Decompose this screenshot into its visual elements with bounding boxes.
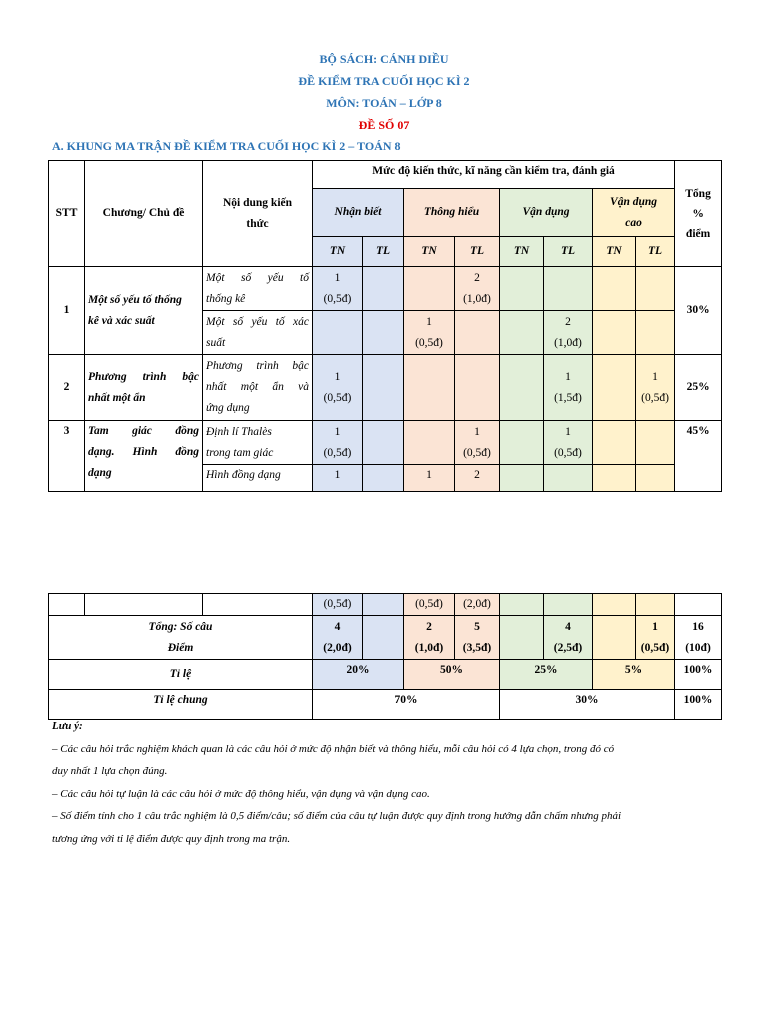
cell-nb-tn: (0,5đ)	[313, 594, 363, 616]
cell-vdc-tl	[636, 355, 675, 421]
cell-vdc-tn	[593, 594, 636, 616]
row-chapter	[85, 355, 203, 421]
table-row	[49, 421, 722, 465]
content-line: trong tam giác	[206, 446, 274, 459]
sub-tn: TN	[500, 237, 544, 267]
cell-vdc-tl	[636, 421, 675, 465]
section-title: A. KHUNG MA TRẬN ĐỀ KIỂM TRA CUỐI HỌC KÌ 2 – TOÁN 8	[52, 139, 401, 153]
header-stt: STT	[49, 161, 85, 267]
sub-tl: TL	[636, 237, 675, 267]
ratio-th: 50%	[404, 660, 500, 690]
table-row	[49, 594, 722, 616]
cell-content	[203, 594, 313, 616]
cell-points: (0,5đ)	[323, 391, 352, 404]
cell-points: (0,5đ)	[640, 641, 670, 654]
cell-points: (2,5đ)	[553, 641, 583, 654]
chapter-line: kê và xác suất	[88, 314, 155, 327]
sub-tl: TL	[455, 237, 500, 267]
cell-th-tl	[455, 311, 500, 355]
note-line: duy nhất 1 lựa chọn đúng.	[52, 765, 168, 777]
cell-nb-tn	[313, 311, 363, 355]
cell-vdc-tn	[593, 421, 636, 465]
cell-th-tn	[404, 421, 455, 465]
ratio-row	[49, 660, 722, 690]
cell-points: (0,5đ)	[323, 292, 352, 305]
cell-vdc-tl	[636, 594, 675, 616]
common-total: 100%	[675, 690, 722, 720]
cell-th-tn	[404, 311, 455, 355]
common-label: Tỉ lệ chung	[49, 690, 313, 720]
cell-nb-tl	[363, 465, 404, 492]
cell-chapter	[85, 594, 203, 616]
cell-vd-tn	[500, 594, 544, 616]
cell-count: 4	[565, 620, 571, 633]
cell-count: 1	[474, 425, 480, 438]
cell-total	[675, 594, 722, 616]
cell-stt	[49, 594, 85, 616]
cell-th-tl: 2	[455, 465, 500, 492]
cell-points: (1,0đ)	[414, 641, 444, 654]
cell-count: 2	[426, 620, 432, 633]
sum-label	[49, 616, 313, 660]
cell-vdc-tl	[636, 465, 675, 492]
content-line: ứng dụng	[206, 402, 250, 414]
level-vdc-line: cao	[625, 216, 642, 229]
sum-vdc-tn	[593, 616, 636, 660]
row-total: 25%	[675, 355, 722, 421]
row-content: Hình đồng dạng	[203, 465, 313, 492]
content-line: Một số yếu tố	[206, 271, 309, 284]
cell-count: 2	[565, 315, 571, 328]
level-thong-hieu: Thông hiểu	[404, 189, 500, 237]
cell-nb-tl	[363, 311, 404, 355]
cell-count: 1	[652, 620, 658, 633]
cell-points: (3,5đ)	[462, 641, 492, 654]
chapter-line: dạng. Hình đồng	[88, 446, 199, 458]
header-chapter: Chương/ Chủ đề	[85, 161, 203, 267]
cell-nb-tl	[363, 355, 404, 421]
cell-count: 1	[334, 271, 341, 284]
row-stt: 2	[49, 355, 85, 421]
cell-vd-tn	[500, 355, 544, 421]
sum-label-line: Điểm	[167, 641, 194, 654]
sum-vdc-tl	[636, 616, 675, 660]
sub-tl: TL	[544, 237, 593, 267]
cell-count: 1	[565, 370, 571, 383]
subject-title: MÔN: TOÁN – LỚP 8	[326, 96, 442, 110]
sum-th-tn	[404, 616, 455, 660]
header-total-line: điểm	[685, 227, 711, 240]
row-content	[203, 421, 313, 465]
header-content-line: Nội dung kiến	[222, 196, 293, 209]
level-vdc-line: Vận dụng	[610, 195, 658, 208]
matrix-table	[48, 160, 722, 492]
cell-th-tn: (0,5đ)	[404, 594, 455, 616]
content-line: Định lí Thalès	[206, 425, 272, 438]
cell-vd-tn	[500, 421, 544, 465]
ratio-nb: 20%	[313, 660, 404, 690]
cell-th-tl: (2,0đ)	[455, 594, 500, 616]
common-a: 70%	[313, 690, 500, 720]
exam-number: ĐỀ SỐ 07	[358, 118, 410, 132]
cell-count: 1	[334, 370, 341, 383]
notes-title: Lưu ý:	[52, 720, 83, 732]
cell-count: 1	[426, 315, 432, 328]
cell-points: (0,5đ)	[463, 446, 491, 459]
note-line: tương ứng với tỉ lệ điểm được quy định trong ma trận.	[52, 832, 291, 845]
cell-th-tl	[455, 267, 500, 311]
cell-count: 1	[652, 370, 658, 383]
level-nhan-biet: Nhận biết	[313, 189, 404, 237]
content-line: thống kê	[206, 292, 246, 305]
matrix-table-continued	[48, 593, 722, 720]
header-level: Mức độ kiến thức, kĩ năng cần kiểm tra, đánh giá	[313, 161, 675, 189]
chapter-line: Tam giác đồng	[88, 425, 199, 437]
cell-th-tn	[404, 267, 455, 311]
ratio-total: 100%	[675, 660, 722, 690]
cell-count: 16	[692, 620, 704, 633]
ratio-vdc: 5%	[593, 660, 675, 690]
cell-th-tl	[455, 421, 500, 465]
content-line: Một số yếu tố xác	[206, 315, 309, 328]
sum-row	[49, 616, 722, 660]
table-row	[49, 355, 722, 421]
row-stt: 1	[49, 267, 85, 355]
level-van-dung: Vận dụng	[500, 189, 593, 237]
cell-points: (1,0đ)	[463, 292, 491, 305]
cell-vd-tl	[544, 594, 593, 616]
ratio-vd: 25%	[500, 660, 593, 690]
sub-tl: TL	[363, 237, 404, 267]
cell-nb-tn	[313, 421, 363, 465]
sum-th-tl	[455, 616, 500, 660]
cell-vd-tl	[544, 465, 593, 492]
cell-points: (1,0đ)	[554, 336, 582, 349]
exam-title: ĐỀ KIỂM TRA CUỐI HỌC KÌ 2	[298, 74, 470, 88]
header-total-line: Tổng	[685, 187, 711, 200]
note-line: – Số điểm tính cho 1 câu trắc nghiệm là 0,5 điểm/câu; số điểm của câu tự luận được quy định trong hướng dẫn chấm nhưng phải	[52, 810, 622, 822]
row-total: 45%	[675, 421, 722, 492]
cell-vdc-tn	[593, 465, 636, 492]
level-van-dung-cao	[593, 189, 675, 237]
cell-points: (0,5đ)	[554, 446, 582, 459]
cell-vd-tn	[500, 465, 544, 492]
row-content	[203, 355, 313, 421]
sub-tn: TN	[593, 237, 636, 267]
cell-points: (0,5đ)	[415, 336, 443, 349]
cell-count: 2	[474, 271, 480, 284]
cell-nb-tl	[363, 594, 404, 616]
cell-vd-tl	[544, 421, 593, 465]
content-line: suất	[206, 336, 226, 349]
header-row-1	[49, 161, 722, 189]
cell-th-tl	[455, 355, 500, 421]
row-total: 30%	[675, 267, 722, 355]
table-row	[49, 267, 722, 311]
common-b: 30%	[500, 690, 675, 720]
row-chapter	[85, 421, 203, 492]
sum-total	[675, 616, 722, 660]
cell-count: 1	[334, 425, 341, 438]
book-title: BỘ SÁCH: CÁNH DIỀU	[319, 52, 449, 66]
cell-nb-tn	[313, 267, 363, 311]
cell-vdc-tl	[636, 311, 675, 355]
chapter-line: nhất một ẩn	[88, 391, 146, 404]
chapter-line: Phương trình bậc	[88, 370, 199, 383]
cell-count: 5	[474, 620, 480, 633]
cell-nb-tn: 1	[313, 465, 363, 492]
cell-vdc-tl	[636, 267, 675, 311]
sub-tn: TN	[404, 237, 455, 267]
row-content	[203, 311, 313, 355]
chapter-line: Một số yếu tố thống	[88, 293, 182, 306]
cell-th-tn: 1	[404, 465, 455, 492]
note-line: – Các câu hỏi trắc nghiệm khách quan là các câu hỏi ở mức độ nhận biết và thông hiểu, mỗi câu hỏi có 4 lựa chọn, trong đó có	[52, 742, 615, 755]
cell-vd-tn	[500, 267, 544, 311]
cell-vdc-tn	[593, 355, 636, 421]
notes	[52, 715, 720, 850]
row-chapter	[85, 267, 203, 355]
chapter-line: dạng	[88, 467, 112, 479]
cell-count: 1	[565, 425, 571, 438]
cell-nb-tl	[363, 421, 404, 465]
cell-points: (10đ)	[685, 641, 711, 654]
header-content-line: thức	[246, 217, 269, 230]
content-line: Phương trình bậc	[206, 360, 309, 372]
cell-nb-tl	[363, 267, 404, 311]
header-total-line: %	[692, 207, 704, 220]
header-total	[675, 161, 722, 267]
sum-nb-tl	[363, 616, 404, 660]
ratio-label: Tỉ lệ	[49, 660, 313, 690]
cell-points: (1,5đ)	[554, 391, 582, 404]
cell-vd-tl	[544, 267, 593, 311]
cell-vd-tl	[544, 311, 593, 355]
cell-vd-tl	[544, 355, 593, 421]
header-content	[203, 161, 313, 267]
cell-count: 4	[334, 620, 341, 633]
cell-vdc-tn	[593, 267, 636, 311]
cell-points: (0,5đ)	[323, 446, 352, 459]
cell-th-tn	[404, 355, 455, 421]
cell-points: (0,5đ)	[641, 391, 669, 404]
cell-nb-tn	[313, 355, 363, 421]
sum-vd-tl	[544, 616, 593, 660]
row-stt: 3	[49, 421, 85, 492]
sum-label-line: Tổng: Số câu	[148, 620, 213, 633]
content-line: nhất một ẩn và	[206, 381, 309, 393]
note-line: – Các câu hỏi tự luận là các câu hỏi ở mức độ thông hiểu, vận dụng và vận dụng cao.	[52, 787, 430, 800]
cell-vdc-tn	[593, 311, 636, 355]
sub-tn: TN	[313, 237, 363, 267]
sum-nb-tn	[313, 616, 363, 660]
cell-vd-tn	[500, 311, 544, 355]
sum-vd-tn	[500, 616, 544, 660]
cell-points: (2,0đ)	[323, 641, 352, 654]
row-content	[203, 267, 313, 311]
